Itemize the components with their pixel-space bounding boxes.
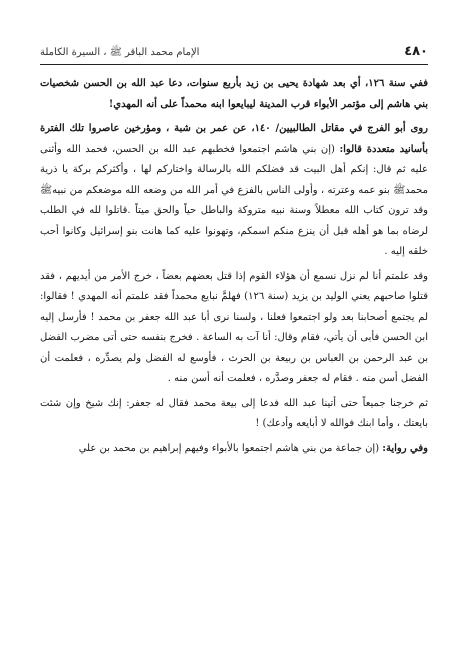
page-body xyxy=(40,74,428,659)
running-title: الإمام محمد الباقر ﷺ ، السيرة الكاملة xyxy=(40,47,200,58)
page-header xyxy=(40,44,428,62)
paragraph-1: ففي سنة ١٢٦، أي بعد شهادة يحيى بن زيد بأربع سنوات، دعا عبد الله بن الحسن شخصيات بني هاشم إلى مؤتمر الأبواء قرب المدينة ليبايعوا ابنه محمداً على أنه المهدي! xyxy=(40,78,428,110)
header-rule xyxy=(40,64,428,65)
paragraph-3: وقد علمتم أنا لم نزل نسمع أن هؤلاء القوم إذا قتل بعضهم بعضاً ، خرج الأمر من أيديهم ، فقد قتلوا صاحبهم يعني الوليد بن يزيد (سنة ١٢٦) فهلمَّ نبايع محمداً فقد علمتم أنه المهدي ! فقالوا: لم يجتمع أصحابنا بعد ولو اجتمعوا فعلنا ، ولسنا نرى أبا عبد الله جعفر بن محمد ! فأرسل إليه ابن الحسن فأبى أن يأتي، فقام وقال: أنا آت به الساعة . فخرج بنفسه حتى أتى مضرب الفضل بن عبد الرحمن بن العباس بن ربيعة بن الحرث ، فأوسع له الفضل ولم يصدِّره ، فعلمت أن الفضل أسن منه . فقام له جعفر وصدَّره ، فعلمت أنه أسن منه . xyxy=(40,270,428,384)
paragraph-5 xyxy=(40,439,428,460)
paragraph-2 xyxy=(40,119,428,263)
paragraph-2-text: (إن بني هاشم اجتمعوا فخطبهم عبد الله بن الحسن، فحمد الله وأثنى عليه ثم قال: إنكم أهل البيت قد فضلكم الله بالرسالة واختاركم لها ، وأكثركم بركة يا ذرية محمدﷺ بنو عمه وعترته ، وأولى الناس بالفزع في أمر الله من وضعه الله موضعكم من نبيهﷺ وقد ترون كتاب الله معطلاً وسنة نبيه متروكة والباطل حياً والحق ميتاً .قاتلوا لله في الطلب لرضاه بما هو أهله قبل أن ينزع منكم اسمكم، وتهونوا عليه كما هانت بنو إسرائيل وكانوا أحب خلقه إليه . xyxy=(40,143,428,257)
paragraph-2-source: روى أبو الفرج في مقاتل الطالبيين/ ١٤٠، عن عمر بن شبة ، ومؤرخين عاصروا تلك الفترة بأسانيد متعددة قالوا: xyxy=(40,123,428,155)
paragraph-4: ثم خرجنا جميعاً حتى أتينا عبد الله فدعا إلى بيعة محمد فقال له جعفر: إنك شيخ وإن شئت بايعتك ، وأما ابنك فوالله لا أبايعه وأدعك) ! xyxy=(40,397,428,429)
paragraph-5-text: (إن جماعة من بني هاشم اجتمعوا بالأبواء وفيهم إبراهيم بن محمد بن علي xyxy=(78,442,380,454)
page-number: ٤٨٠ xyxy=(404,44,428,59)
paragraph-5-lead: وفي رواية: xyxy=(382,442,428,454)
